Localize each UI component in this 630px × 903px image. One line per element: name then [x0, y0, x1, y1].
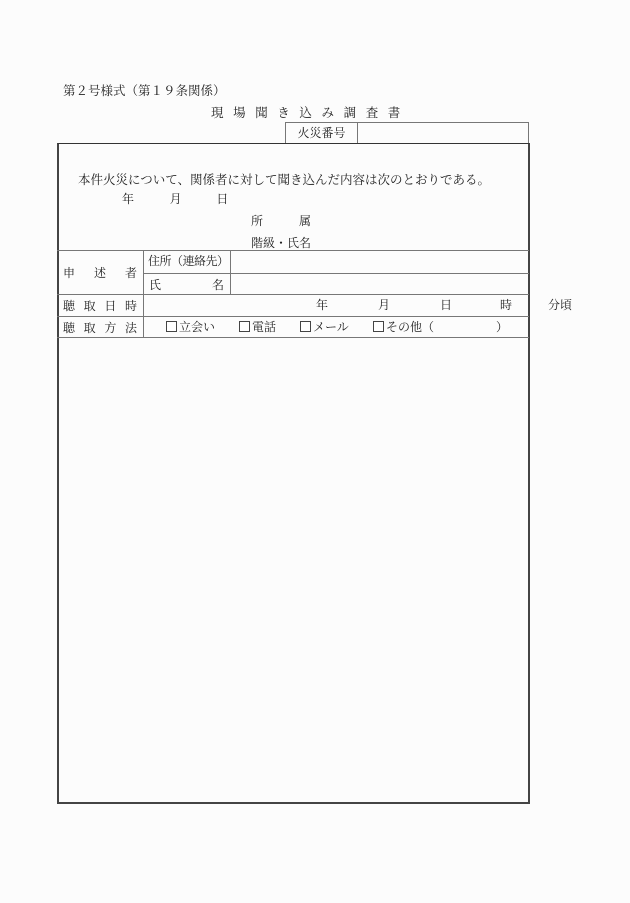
method-option-in-person[interactable]: 立会い [166, 317, 215, 338]
content-area[interactable] [59, 339, 527, 801]
fire-number-field[interactable] [358, 123, 528, 143]
method-option-email[interactable]: メール [300, 317, 349, 338]
hearing-datetime-label: 聴 取 日 時 [63, 299, 137, 313]
hearing-datetime-field[interactable] [144, 295, 573, 316]
hearing-month-unit: 月 [378, 298, 391, 312]
hearing-datetime-row [57, 294, 573, 316]
fire-number-box [285, 122, 529, 143]
checkbox-icon[interactable] [373, 321, 384, 332]
checkbox-icon[interactable] [300, 321, 311, 332]
hearing-method-options [144, 317, 529, 337]
document-title: 現場聞き込み調査書 [211, 105, 410, 120]
hearing-method-label: 聴 取 方 法 [63, 320, 137, 335]
year-label: 年 [122, 192, 135, 206]
day-label: 日 [216, 192, 229, 206]
name-field[interactable] [231, 273, 529, 295]
hearing-day-unit: 日 [440, 298, 453, 312]
fire-number-label: 火災番号 [286, 123, 358, 143]
rank-name-label: 階級・氏名 [251, 236, 312, 250]
affiliation-label: 所 属 [251, 214, 312, 228]
checkbox-icon[interactable] [166, 321, 177, 332]
method-option-other[interactable]: その他（ [373, 317, 434, 338]
method-option-phone[interactable]: 電話 [239, 317, 276, 338]
report-date [122, 190, 228, 207]
hearing-method-row [57, 316, 529, 338]
name-label: 氏 名 [149, 277, 224, 292]
address-label: 住所（連絡先） [148, 254, 229, 268]
hearing-hour-unit: 時 [500, 298, 513, 312]
declarant-label: 申 述 者 [63, 266, 137, 280]
month-label: 月 [169, 192, 182, 206]
declarant-row [57, 250, 529, 294]
info-table [57, 250, 573, 338]
statement-text: 本件火災について、関係者に対して聞き込んだ内容は次のとおりである。 [78, 172, 491, 187]
hearing-year-unit: 年 [316, 298, 329, 312]
form-id: 第２号様式（第１９条関係） [63, 83, 226, 98]
hearing-minute-unit: 分頃 [548, 298, 573, 312]
other-close-paren: ） [496, 320, 509, 334]
checkbox-icon[interactable] [239, 321, 250, 332]
address-field[interactable] [231, 251, 529, 273]
